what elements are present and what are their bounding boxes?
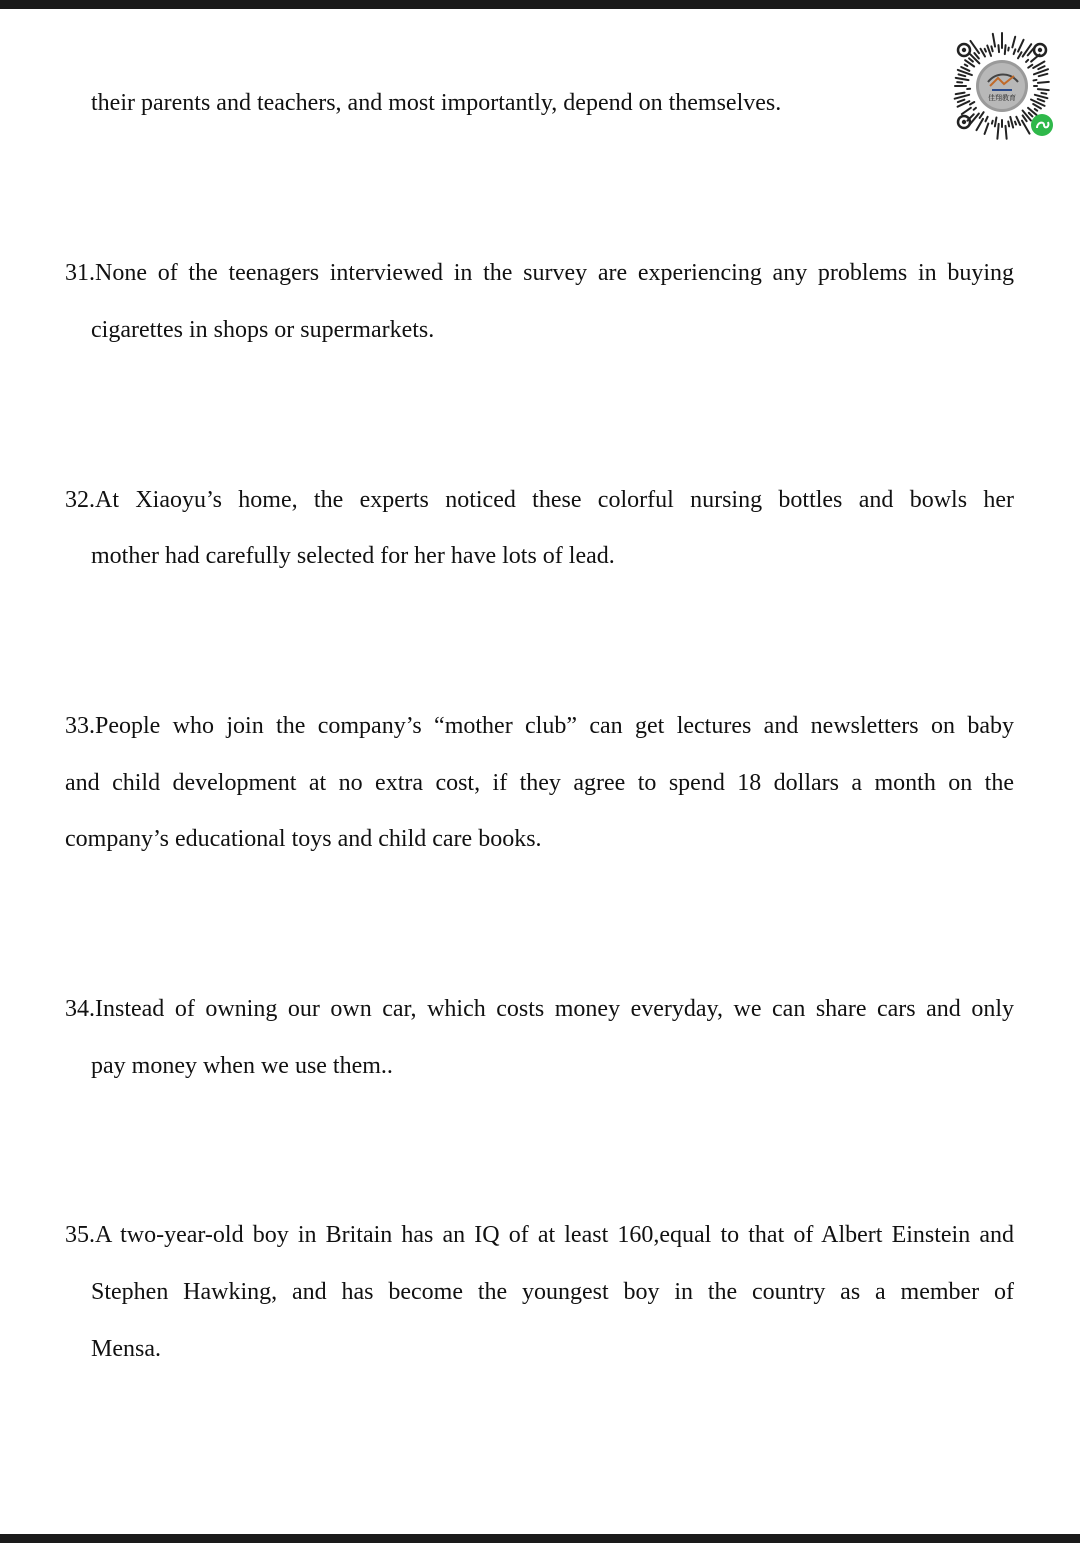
question-35-line-1: 35.A two-year-old boy in Britain has an IQ of at least 160,equal to that of Albert Einstein and — [65, 1222, 1014, 1248]
question-32-line-1: 32.At Xiaoyu’s home, the experts noticed these colorful nursing bottles and bowls her — [65, 487, 1014, 513]
bottom-edge-bar — [0, 1534, 1080, 1543]
question-33-line-2: and child development at no extra cost, if they agree to spend 18 dollars a month on the — [65, 770, 1014, 796]
question-32-line-2: mother had carefully selected for her have lots of lead. — [91, 543, 615, 569]
continuation-line: their parents and teachers, and most importantly, depend on themselves. — [91, 90, 782, 116]
question-33-line-1: 33.People who join the company’s “mother club” can get lectures and newsletters on baby — [65, 713, 1014, 739]
mini-program-qr-code-icon — [940, 24, 1064, 148]
question-35-line-3: Mensa. — [91, 1336, 161, 1362]
qr-logo-text: 佳翔教育 — [988, 94, 1016, 102]
question-31-line-1: 31.None of the teenagers interviewed in the survey are experiencing any problems in buying — [65, 260, 1014, 286]
question-34-line-2: pay money when we use them.. — [91, 1053, 393, 1079]
question-35-line-2: Stephen Hawking, and has become the youngest boy in the country as a member of — [91, 1279, 1014, 1305]
question-34-line-1: 34.Instead of owning our own car, which costs money everyday, we can share cars and only — [65, 996, 1014, 1022]
question-33-line-3: company’s educational toys and child care books. — [65, 826, 542, 852]
question-31-line-2: cigarettes in shops or supermarkets. — [91, 317, 435, 343]
top-edge-bar — [0, 0, 1080, 9]
